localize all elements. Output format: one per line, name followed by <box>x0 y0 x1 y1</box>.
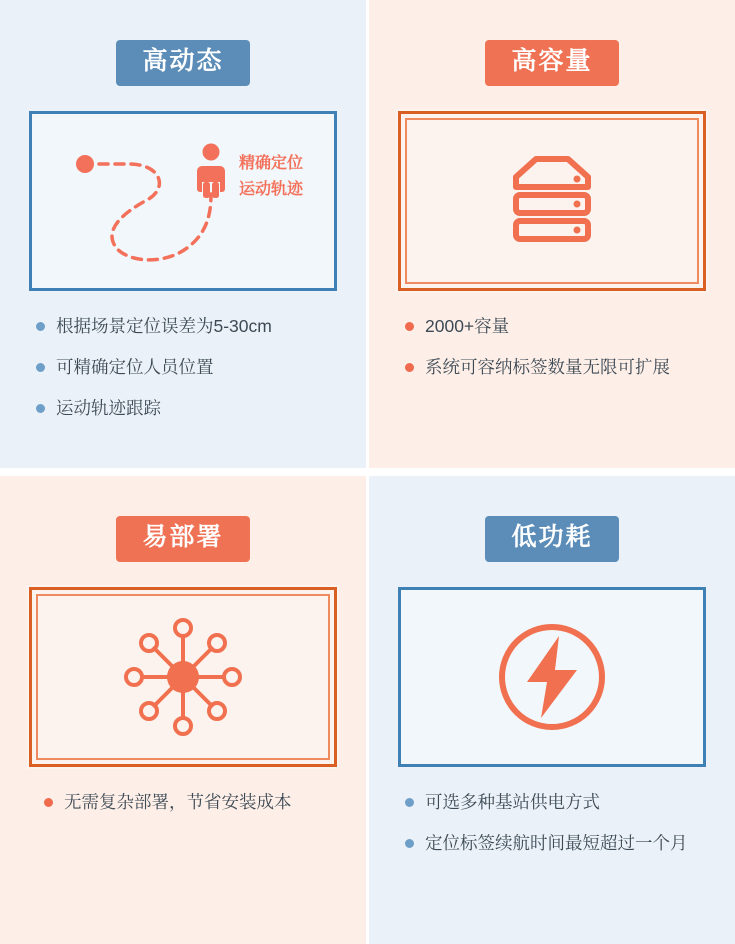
panel-title: 高动态 <box>116 40 249 86</box>
bullet-list <box>0 789 366 816</box>
panel-title: 高容量 <box>485 40 618 86</box>
motion-track-icon <box>43 126 323 276</box>
panel-high-dynamic <box>0 0 366 468</box>
panel-easy-deploy <box>0 476 366 944</box>
lightning-bolt-icon <box>487 612 617 742</box>
list-item: 无需复杂部署，节省安装成本 <box>44 789 340 816</box>
bullet-list <box>369 789 735 857</box>
panel-title: 低功耗 <box>485 516 618 562</box>
title-wrap <box>0 40 366 86</box>
title-wrap <box>369 40 735 86</box>
list-item: 系统可容纳标签数量无限可扩展 <box>405 354 709 381</box>
panel-title: 易部署 <box>116 516 249 562</box>
list-item: 定位标签续航时间最短超过一个月 <box>405 830 709 857</box>
illustration-frame <box>29 587 337 767</box>
list-item: 2000+容量 <box>405 313 709 340</box>
illustration-label-2: 运动轨迹 <box>239 180 304 198</box>
illustration-frame <box>29 111 337 291</box>
bullet-list <box>0 313 366 422</box>
server-stack-icon <box>482 141 622 261</box>
title-wrap <box>369 516 735 562</box>
title-wrap <box>0 516 366 562</box>
list-item: 可选多种基站供电方式 <box>405 789 709 816</box>
panel-high-capacity <box>369 0 735 468</box>
illustration-label-1: 精确定位 <box>239 154 304 172</box>
node-network-icon <box>108 602 258 752</box>
illustration-frame <box>398 587 706 767</box>
list-item: 可精确定位人员位置 <box>36 354 340 381</box>
bullet-list <box>369 313 735 381</box>
list-item: 根据场景定位误差为5-30cm <box>36 313 340 340</box>
panel-low-power <box>369 476 735 944</box>
list-item: 运动轨迹跟踪 <box>36 395 340 422</box>
illustration-frame <box>398 111 706 291</box>
